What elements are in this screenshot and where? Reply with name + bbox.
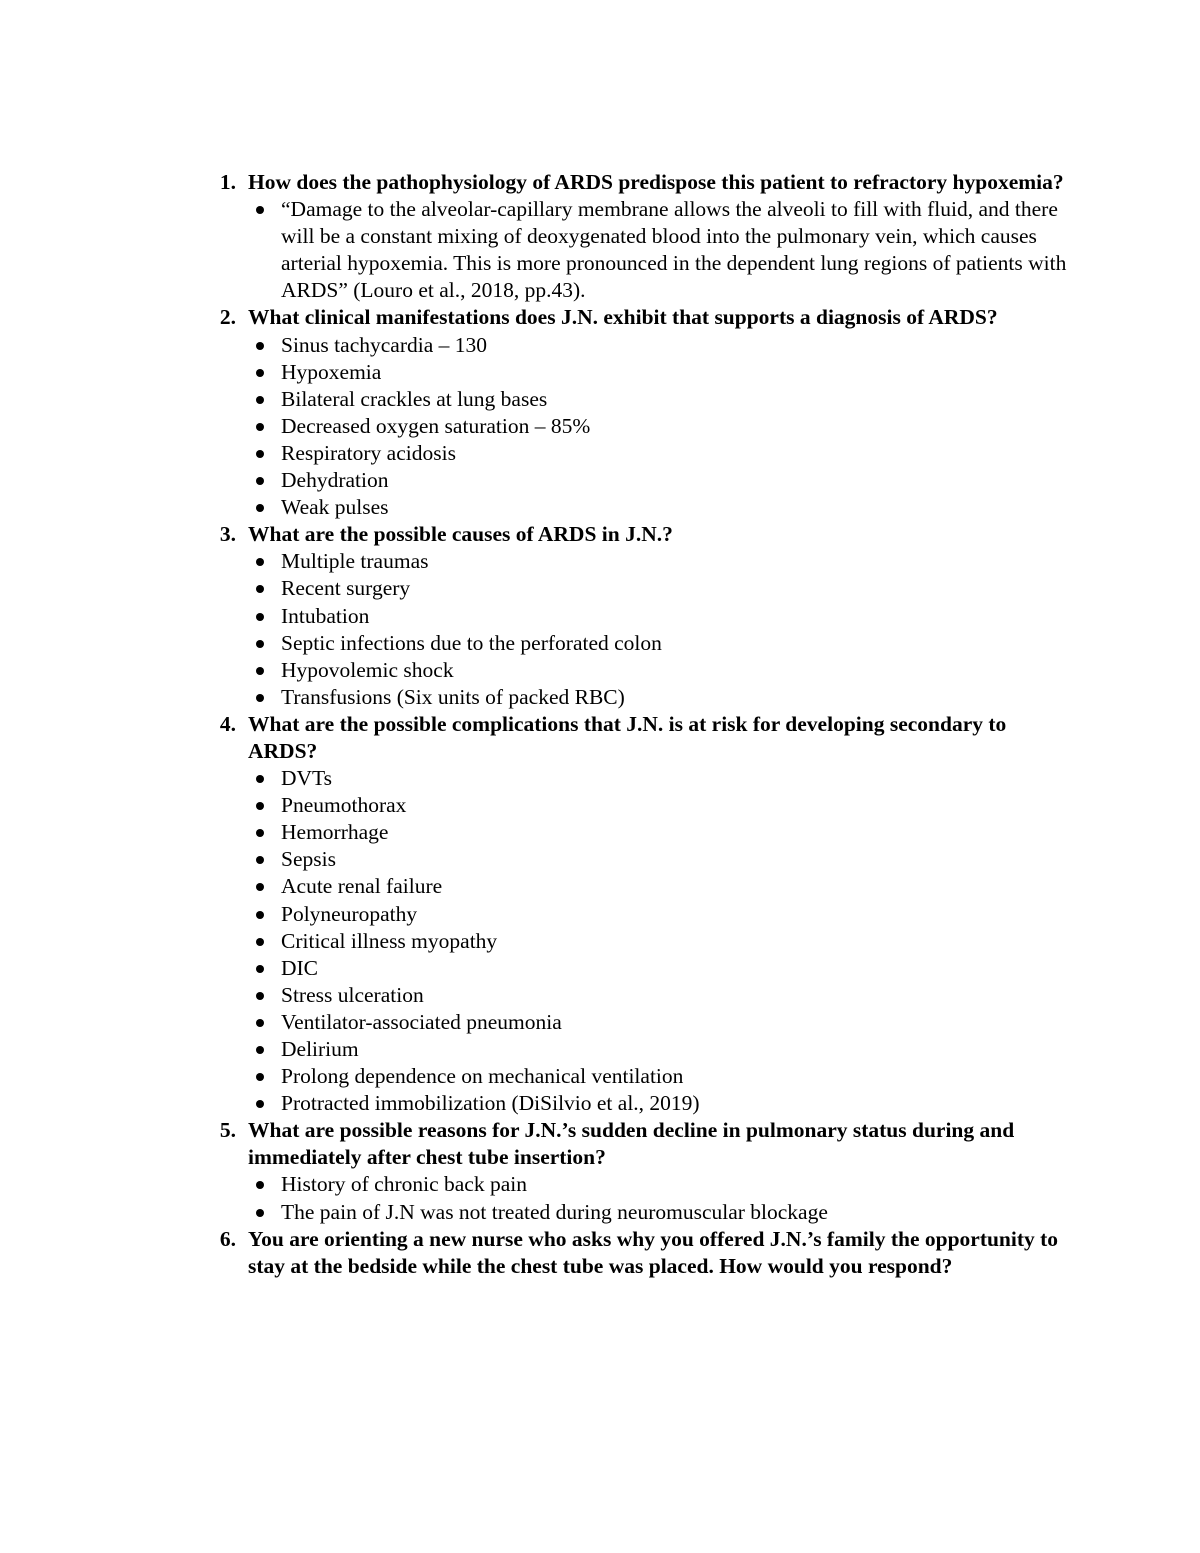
question-5 — [208, 1117, 1068, 1225]
list-item — [248, 1090, 1068, 1117]
question-6 — [208, 1226, 1068, 1280]
list-item — [248, 982, 1068, 1009]
answer-text: Multiple traumas — [281, 549, 429, 574]
answer-text: DIC — [281, 955, 319, 980]
bullet-icon — [256, 911, 264, 919]
answer-list — [248, 548, 1068, 711]
list-item — [248, 1199, 1068, 1226]
bullet-icon — [256, 775, 264, 783]
answer-text: Protracted immobilization (DiSilvio et al., 2019) — [281, 1091, 700, 1116]
question-number: 1. — [219, 170, 236, 194]
bullet-icon — [256, 423, 264, 431]
bullet-icon — [256, 938, 264, 946]
bullet-icon — [256, 883, 264, 891]
answer-list — [248, 332, 1068, 522]
question-list — [208, 169, 1068, 1280]
answer-text: Acute renal failure — [281, 874, 443, 899]
bullet-icon — [256, 694, 264, 702]
answer-text: Hypoxemia — [281, 359, 382, 384]
list-item — [248, 1063, 1068, 1090]
answer-list — [248, 1171, 1068, 1225]
answer-text: The pain of J.N was not treated during neuromuscular blockage — [281, 1199, 828, 1224]
answer-text: Septic infections due to the perforated colon — [281, 630, 662, 655]
bullet-icon — [256, 856, 264, 864]
bullet-icon — [256, 558, 264, 566]
question-number: 2. — [219, 305, 236, 330]
question-2 — [208, 304, 1068, 521]
question-text: What are the possible complications that J.N. is at risk for developing secondary to ARDS? — [248, 711, 1007, 763]
bullet-icon — [256, 802, 264, 810]
bullet-icon — [256, 667, 264, 675]
bullet-icon — [256, 829, 264, 837]
list-item — [248, 1036, 1068, 1063]
bullet-icon — [256, 965, 264, 973]
bullet-icon — [256, 477, 264, 485]
bullet-icon — [256, 396, 264, 404]
bullet-icon — [256, 585, 264, 593]
bullet-icon — [256, 1019, 264, 1027]
question-1 — [208, 169, 1068, 304]
question-number: 4. — [219, 711, 236, 736]
answer-text: Critical illness myopathy — [281, 928, 498, 953]
answer-list — [248, 765, 1068, 1117]
answer-text: Delirium — [281, 1037, 359, 1061]
list-item — [248, 386, 1068, 413]
answer-text: Intubation — [281, 603, 370, 628]
answer-text: Hypovolemic shock — [281, 657, 454, 682]
bullet-icon — [256, 1100, 264, 1108]
list-item — [248, 873, 1068, 900]
list-item — [248, 819, 1068, 846]
answer-text: “Damage to the alveolar-capillary membrane allows the alveoli to fill with fluid, and there will be a constant mixing of deoxygenated blood into the pulmonary vein, which causes arterial hypoxemia. This is more pronounced in the dependent lung regions of patients with ARDS” (Louro et al., 2018, pp.43). — [281, 197, 1067, 303]
list-item — [248, 1009, 1068, 1036]
list-item — [248, 467, 1068, 494]
list-item — [248, 603, 1068, 630]
list-item — [248, 792, 1068, 819]
question-text: You are orienting a new nurse who asks why you offered J.N.’s family the opportunity to stay at the bedside while the chest tube was placed. How would you respond? — [248, 1226, 1059, 1278]
question-number: 6. — [219, 1226, 236, 1251]
answer-text: Pneumothorax — [281, 793, 407, 818]
question-4 — [208, 711, 1068, 1117]
bullet-icon — [256, 342, 264, 350]
bullet-icon — [256, 613, 264, 621]
list-item — [248, 196, 1068, 304]
answer-text: Recent surgery — [281, 576, 411, 601]
bullet-icon — [256, 450, 264, 458]
answer-text: Sinus tachycardia – 130 — [281, 332, 487, 357]
list-item — [248, 928, 1068, 955]
answer-text: Respiratory acidosis — [281, 440, 456, 465]
bullet-icon — [256, 504, 264, 512]
question-3 — [208, 521, 1068, 711]
list-item — [248, 359, 1068, 386]
list-item — [248, 575, 1068, 602]
answer-text: Sepsis — [281, 847, 336, 872]
list-item — [248, 955, 1068, 982]
bullet-icon — [256, 640, 264, 648]
question-text: What clinical manifestations does J.N. exhibit that supports a diagnosis of ARDS? — [248, 305, 998, 330]
bullet-icon — [256, 992, 264, 1000]
question-text: What are the possible causes of ARDS in J.N.? — [248, 522, 673, 547]
bullet-icon — [256, 1209, 264, 1217]
list-item — [248, 657, 1068, 684]
answer-text: History of chronic back pain — [281, 1172, 527, 1197]
list-item — [248, 901, 1068, 928]
answer-text: Weak pulses — [281, 495, 389, 520]
bullet-icon — [256, 1046, 264, 1054]
answer-list — [248, 196, 1068, 304]
bullet-icon — [256, 1181, 264, 1189]
question-number: 5. — [219, 1118, 236, 1143]
list-item — [248, 1171, 1068, 1198]
answer-text: Stress ulceration — [281, 982, 424, 1007]
list-item — [248, 548, 1068, 575]
list-item — [248, 440, 1068, 467]
answer-text: Ventilator-associated pneumonia — [281, 1009, 562, 1034]
answer-text: Transfusions (Six units of packed RBC) — [281, 684, 625, 709]
list-item — [248, 765, 1068, 792]
answer-text: DVTs — [281, 766, 333, 791]
answer-text: Dehydration — [281, 468, 389, 493]
question-number: 3. — [219, 522, 236, 547]
answer-text: Decreased oxygen saturation – 85% — [281, 413, 591, 438]
bullet-icon — [256, 206, 264, 214]
answer-text: Polyneuropathy — [281, 901, 418, 926]
answer-text: Prolong dependence on mechanical ventilation — [281, 1064, 684, 1089]
list-item — [248, 494, 1068, 521]
list-item — [248, 332, 1068, 359]
list-item — [248, 630, 1068, 657]
list-item — [248, 413, 1068, 440]
question-text: How does the pathophysiology of ARDS predispose this patient to refractory hypoxemia? — [248, 170, 1064, 194]
bullet-icon — [256, 369, 264, 377]
question-text: What are possible reasons for J.N.’s sudden decline in pulmonary status during and immediately after chest tube insertion? — [248, 1118, 1015, 1170]
answer-text: Hemorrhage — [281, 820, 389, 845]
answer-text: Bilateral crackles at lung bases — [281, 386, 548, 411]
list-item — [248, 684, 1068, 711]
bullet-icon — [256, 1073, 264, 1081]
list-item — [248, 846, 1068, 873]
